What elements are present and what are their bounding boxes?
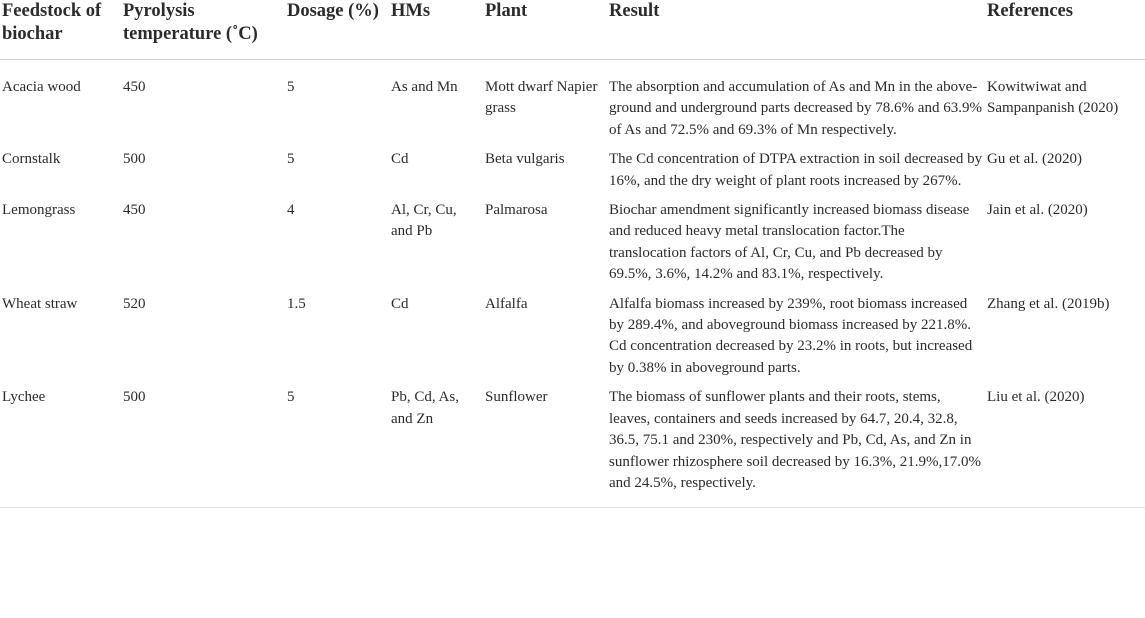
cell-dosage: 4: [287, 202, 295, 219]
cell-reference: Kowitwiwat and Sampanpanish (2020): [987, 79, 1119, 117]
table-row: [0, 286, 1145, 380]
header-plant: Plant: [485, 0, 609, 60]
cell-plant: Beta vulgaris: [485, 151, 565, 168]
cell-result: The Cd concentration of DTPA extraction in soil decreased by 16%, and the dry weight of plant roots increased by 267%.: [609, 151, 983, 189]
cell-dosage: 5: [287, 79, 295, 95]
cell-reference: Jain et al. (2020): [987, 202, 1088, 219]
cell-feedstock: Cornstalk: [2, 151, 61, 168]
cell-temperature: 500: [123, 379, 287, 508]
header-temperature: Pyrolysis temperature (˚C): [123, 0, 287, 60]
cell-plant: Palmarosa: [485, 202, 548, 219]
table-row: [0, 141, 1145, 192]
cell-result: Alfalfa biomass increased by 239%, root biomass increased by 289.4%, and aboveground biomass increased by 221.8%. Cd concentration decreased by 23.2% in roots, but increased by 0.38% in aboveground parts.: [609, 295, 973, 376]
header-references: References: [987, 0, 1145, 60]
cell-feedstock: Wheat straw: [2, 295, 78, 312]
cell-dosage: 5: [287, 379, 391, 508]
cell-reference: Gu et al. (2020): [987, 151, 1082, 168]
cell-plant: Alfalfa: [485, 295, 528, 312]
cell-reference: Zhang et al. (2019b): [987, 295, 1110, 312]
cell-hms: Cd: [391, 295, 409, 312]
header-row: [0, 0, 1145, 60]
cell-hms: As and Mn: [391, 79, 458, 95]
cell-dosage: 5: [287, 151, 295, 168]
cell-hms: Al, Cr, Cu, and Pb: [391, 202, 457, 240]
cell-plant: Sunflower: [485, 379, 609, 508]
cell-result: Biochar amendment significantly increased biomass disease and reduced heavy metal translocation factor.The translocation factors of Al, Cr, Cu, and Pb decreased by 69.5%, 3.6%, 14.2% and 83.1%, respectively.: [609, 202, 970, 283]
cell-temperature: 450: [123, 202, 146, 219]
cell-feedstock: Lemongrass: [2, 202, 76, 219]
cell-feedstock: Acacia wood: [2, 79, 81, 95]
cell-hms: Cd: [391, 151, 409, 168]
cell-temperature: 450: [123, 79, 146, 95]
cell-result: The biomass of sunflower plants and their roots, stems, leaves, containers and seeds increased by 64.7, 20.4, 32.8, 36.5, 75.1 and 230%, respectively and Pb, Cd, As, and Zn in sunflower rhizosphere soil decreased by 16.3%, 21.9%,17.0% and 24.5%, respectively.: [609, 379, 987, 508]
cell-feedstock: Lychee: [0, 379, 123, 508]
header-feedstock: Feedstock of biochar: [0, 0, 123, 60]
cell-result: The absorption and accumulation of As and Mn in the above-ground and underground parts decreased by 78.6% and 63.9% of As and 72.5% and 69.3% of Mn respectively.: [609, 79, 982, 138]
header-result: Result: [609, 0, 987, 60]
cell-reference: Liu et al. (2020): [987, 379, 1145, 508]
cell-temperature: 520: [123, 295, 146, 312]
cell-dosage: 1.5: [287, 295, 306, 312]
table-row: [0, 379, 1145, 508]
cell-plant: Mott dwarf Napier grass: [485, 79, 598, 117]
cell-hms: Pb, Cd, As, and Zn: [391, 379, 485, 508]
table-header: [0, 0, 1145, 60]
cell-temperature: 500: [123, 151, 146, 168]
table-row: [0, 60, 1145, 142]
header-hms: HMs: [391, 0, 485, 60]
table-body: [0, 60, 1145, 508]
table-row: [0, 192, 1145, 286]
header-dosage: Dosage (%): [287, 0, 391, 60]
